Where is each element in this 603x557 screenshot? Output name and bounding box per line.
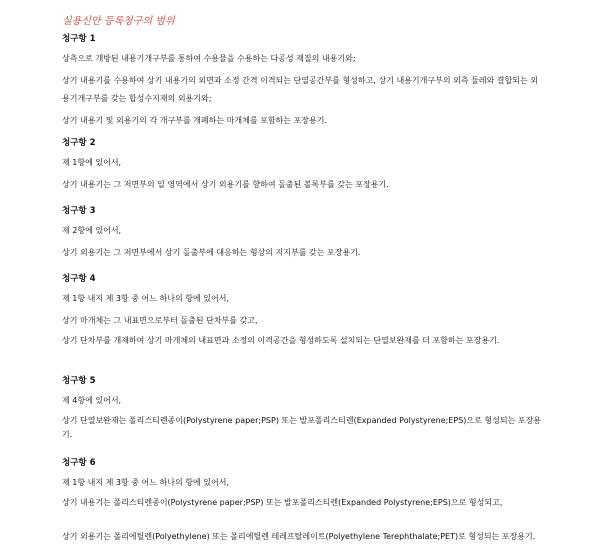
document-title: 실용신안 등록청구의 범위 xyxy=(62,16,175,27)
claim-3-para-1: 제 2항에 있어서, xyxy=(62,226,122,235)
claim-6-heading: 청구항 6 xyxy=(62,458,96,468)
claim-2-heading: 청구항 2 xyxy=(62,138,96,148)
claim-1-body xyxy=(62,50,544,130)
claim-6-para-3: 상기 외용기는 폴리에틸렌(Polyethylene) 또는 폴리에틸렌 테레프탈레이트(Polyethylene Terephthalate;PET)로 형성되는 포장용기. xyxy=(62,532,536,541)
claim-1-para-2: 상기 내용기를 수용하여 상기 내용기의 외면과 소정 간격 이격되는 단열공간부를 형성하고, 상기 내용기개구부의 외측 둘레와 결합되는 외용기개구부를 갖는 합성수지재의 외용기와; xyxy=(62,76,538,103)
claim-4-para-2: 상기 마개체는 그 내표면으로부터 돌출된 단차부를 갖고, xyxy=(62,316,258,325)
claim-5-para-2: 상기 단열보완재는 폴리스티렌종이(Polystyrene paper;PSP) 또는 발포폴리스티렌(Expanded Polystyrene;EPS)으로 형성되는 포장용기. xyxy=(62,416,542,439)
claim-6-body xyxy=(62,474,544,544)
claim-3-heading: 청구항 3 xyxy=(62,206,96,216)
claim-2-body xyxy=(62,154,544,194)
claim-5-para-1: 제 4항에 있어서, xyxy=(62,396,122,405)
claim-1-para-3: 상기 내용기 및 외용기의 각 개구부를 개폐하는 마개체를 포함하는 포장용기. xyxy=(62,116,327,125)
claim-3-body xyxy=(62,222,544,262)
claim-5-body xyxy=(62,392,544,442)
claim-6-para-2: 상기 내용기는 폴리스티렌종이(Polystyrene paper;PSP) 또는 발포폴리스티렌(Expanded Polystyrene;EPS)으로 형성되고, xyxy=(62,498,503,507)
claim-6-para-1: 제 1항 내지 제 3항 중 어느 하나의 항에 있어서, xyxy=(62,478,229,487)
claim-4-para-3: 상기 단차부를 개재하여 상기 마개체의 내표면과 소정의 이격공간을 형성하도록 설치되는 단열보완재를 더 포함하는 포장용기. xyxy=(62,336,500,345)
claim-1-para-1: 상측으로 개방된 내용기개구부를 통하여 수용물을 수용하는 다공성 재질의 내용기와; xyxy=(62,54,356,63)
claim-2-para-1: 제 1항에 있어서, xyxy=(62,158,122,167)
claim-5-heading: 청구항 5 xyxy=(62,376,96,386)
claim-2-para-2: 상기 내용기는 그 저면부의 일 영역에서 상기 외용기를 향하여 돌출된 볼록부를 갖는 포장용기. xyxy=(62,180,389,189)
claim-4-body xyxy=(62,290,544,348)
claim-3-para-2: 상기 외용기는 그 저면부에서 상기 돌출부에 대응하는 형상의 지지부를 갖는 포장용기. xyxy=(62,248,361,257)
claim-4-para-1: 제 1항 내지 제 3항 중 어느 하나의 항에 있어서, xyxy=(62,294,229,303)
claim-1-heading: 청구항 1 xyxy=(62,34,96,44)
claim-4-heading: 청구항 4 xyxy=(62,274,96,284)
